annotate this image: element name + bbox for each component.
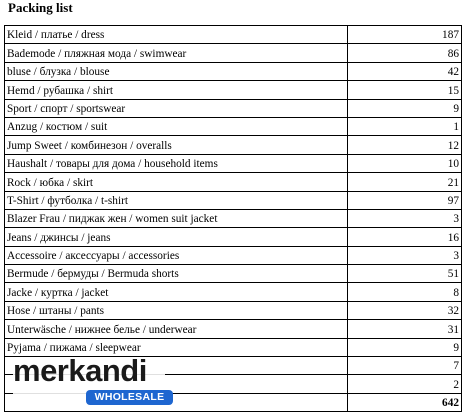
logo-wholesale-badge: WHOLESALE [86, 390, 173, 405]
item-name-cell: Rock / юбка / skirt [5, 173, 348, 191]
item-name-cell: Kleid / платье / dress [5, 26, 348, 44]
item-name-cell: Sport / спорт / sportswear [5, 99, 348, 117]
item-name-cell: Bademode / пляжная мода / swimwear [5, 44, 348, 62]
item-name-cell: Unterwäsche / нижнее белье / underwear [5, 320, 348, 338]
table-row [5, 81, 462, 99]
item-name-cell: Jump Sweet / комбинезон / overalls [5, 136, 348, 154]
item-qty-cell: 1 [348, 117, 462, 135]
table-row [5, 301, 462, 319]
item-qty-cell: 10 [348, 154, 462, 172]
table-row [5, 26, 462, 44]
item-name-cell: Bermude / бермуды / Bermuda shorts [5, 265, 348, 283]
item-qty-cell: 97 [348, 191, 462, 209]
item-qty-cell: 9 [348, 99, 462, 117]
item-name-cell: Anzug / костюм / suit [5, 117, 348, 135]
table-row [5, 320, 462, 338]
item-qty-cell: 8 [348, 283, 462, 301]
item-name-cell: Hemd / рубашка / shirt [5, 81, 348, 99]
item-name-cell: T-Shirt / футболка / t-shirt [5, 191, 348, 209]
table-row [5, 99, 462, 117]
table-row [5, 136, 462, 154]
item-qty-cell: 21 [348, 173, 462, 191]
table-row [5, 191, 462, 209]
item-qty-cell: 32 [348, 301, 462, 319]
page-title: Packing list [8, 0, 73, 15]
merkandi-logo-watermark [13, 353, 165, 409]
table-row [5, 228, 462, 246]
table-row [5, 265, 462, 283]
item-qty-cell: 7 [348, 357, 462, 375]
item-name-cell: Haushalt / товары для дома / household items [5, 154, 348, 172]
item-qty-cell: 51 [348, 265, 462, 283]
item-name-cell: bluse / блузка / blouse [5, 62, 348, 80]
total-qty-cell: 642 [348, 393, 462, 411]
table-row [5, 117, 462, 135]
logo-wordmark: merkandi [13, 353, 147, 388]
item-name-cell: Hose / штаны / pants [5, 301, 348, 319]
item-name-cell: Jeans / джинсы / jeans [5, 228, 348, 246]
item-qty-cell: 3 [348, 209, 462, 227]
item-name-cell: Accessoire / аксессуары / accessories [5, 246, 348, 264]
item-name-cell: Blazer Frau / пиджак жен / women suit jacket [5, 209, 348, 227]
item-qty-cell: 9 [348, 338, 462, 356]
item-qty-cell: 3 [348, 246, 462, 264]
table-row [5, 209, 462, 227]
table-row [5, 283, 462, 301]
table-row [5, 173, 462, 191]
table-row [5, 246, 462, 264]
item-qty-cell: 12 [348, 136, 462, 154]
item-qty-cell: 187 [348, 26, 462, 44]
table-row [5, 154, 462, 172]
item-qty-cell: 2 [348, 375, 462, 393]
item-qty-cell: 86 [348, 44, 462, 62]
item-qty-cell: 42 [348, 62, 462, 80]
item-name-cell: Jacke / куртка / jacket [5, 283, 348, 301]
item-name-cell: Pyjama / пижама / sleepwear [5, 338, 348, 356]
table-row [5, 62, 462, 80]
table-row [5, 44, 462, 62]
item-qty-cell: 15 [348, 81, 462, 99]
item-qty-cell: 16 [348, 228, 462, 246]
item-qty-cell: 31 [348, 320, 462, 338]
